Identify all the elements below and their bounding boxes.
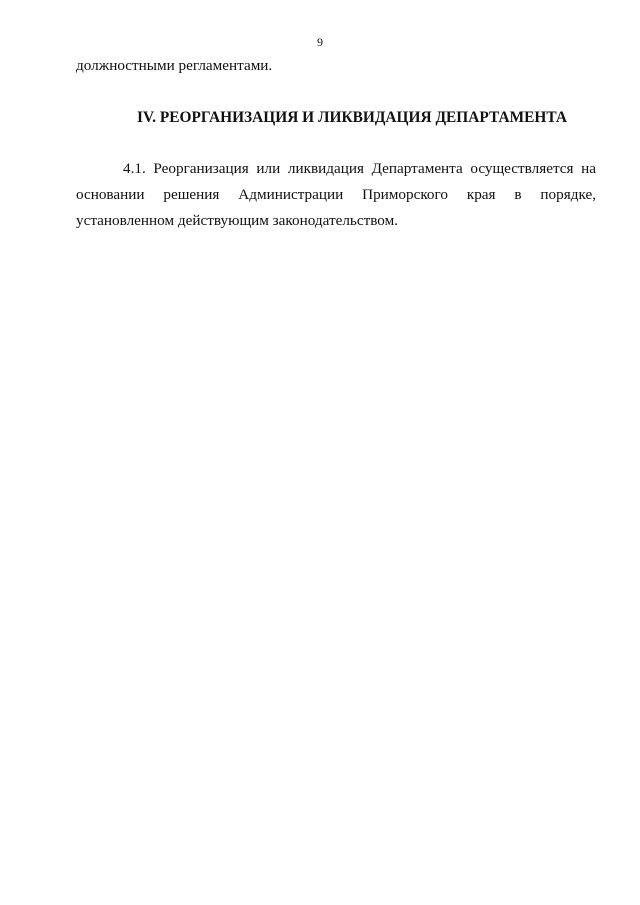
section-heading: IV. РЕОРГАНИЗАЦИЯ И ЛИКВИДАЦИЯ ДЕПАРТАМЕНТА (137, 109, 567, 126)
paragraph-4-1: 4.1. Реорганизация или ликвидация Департамента осуществляется на основании решения Администрации Приморского края в порядке, установленном действующим законодательством. (76, 160, 596, 229)
page-number: 9 (317, 35, 323, 49)
continuation-text: должностными регламентами. (76, 57, 273, 74)
